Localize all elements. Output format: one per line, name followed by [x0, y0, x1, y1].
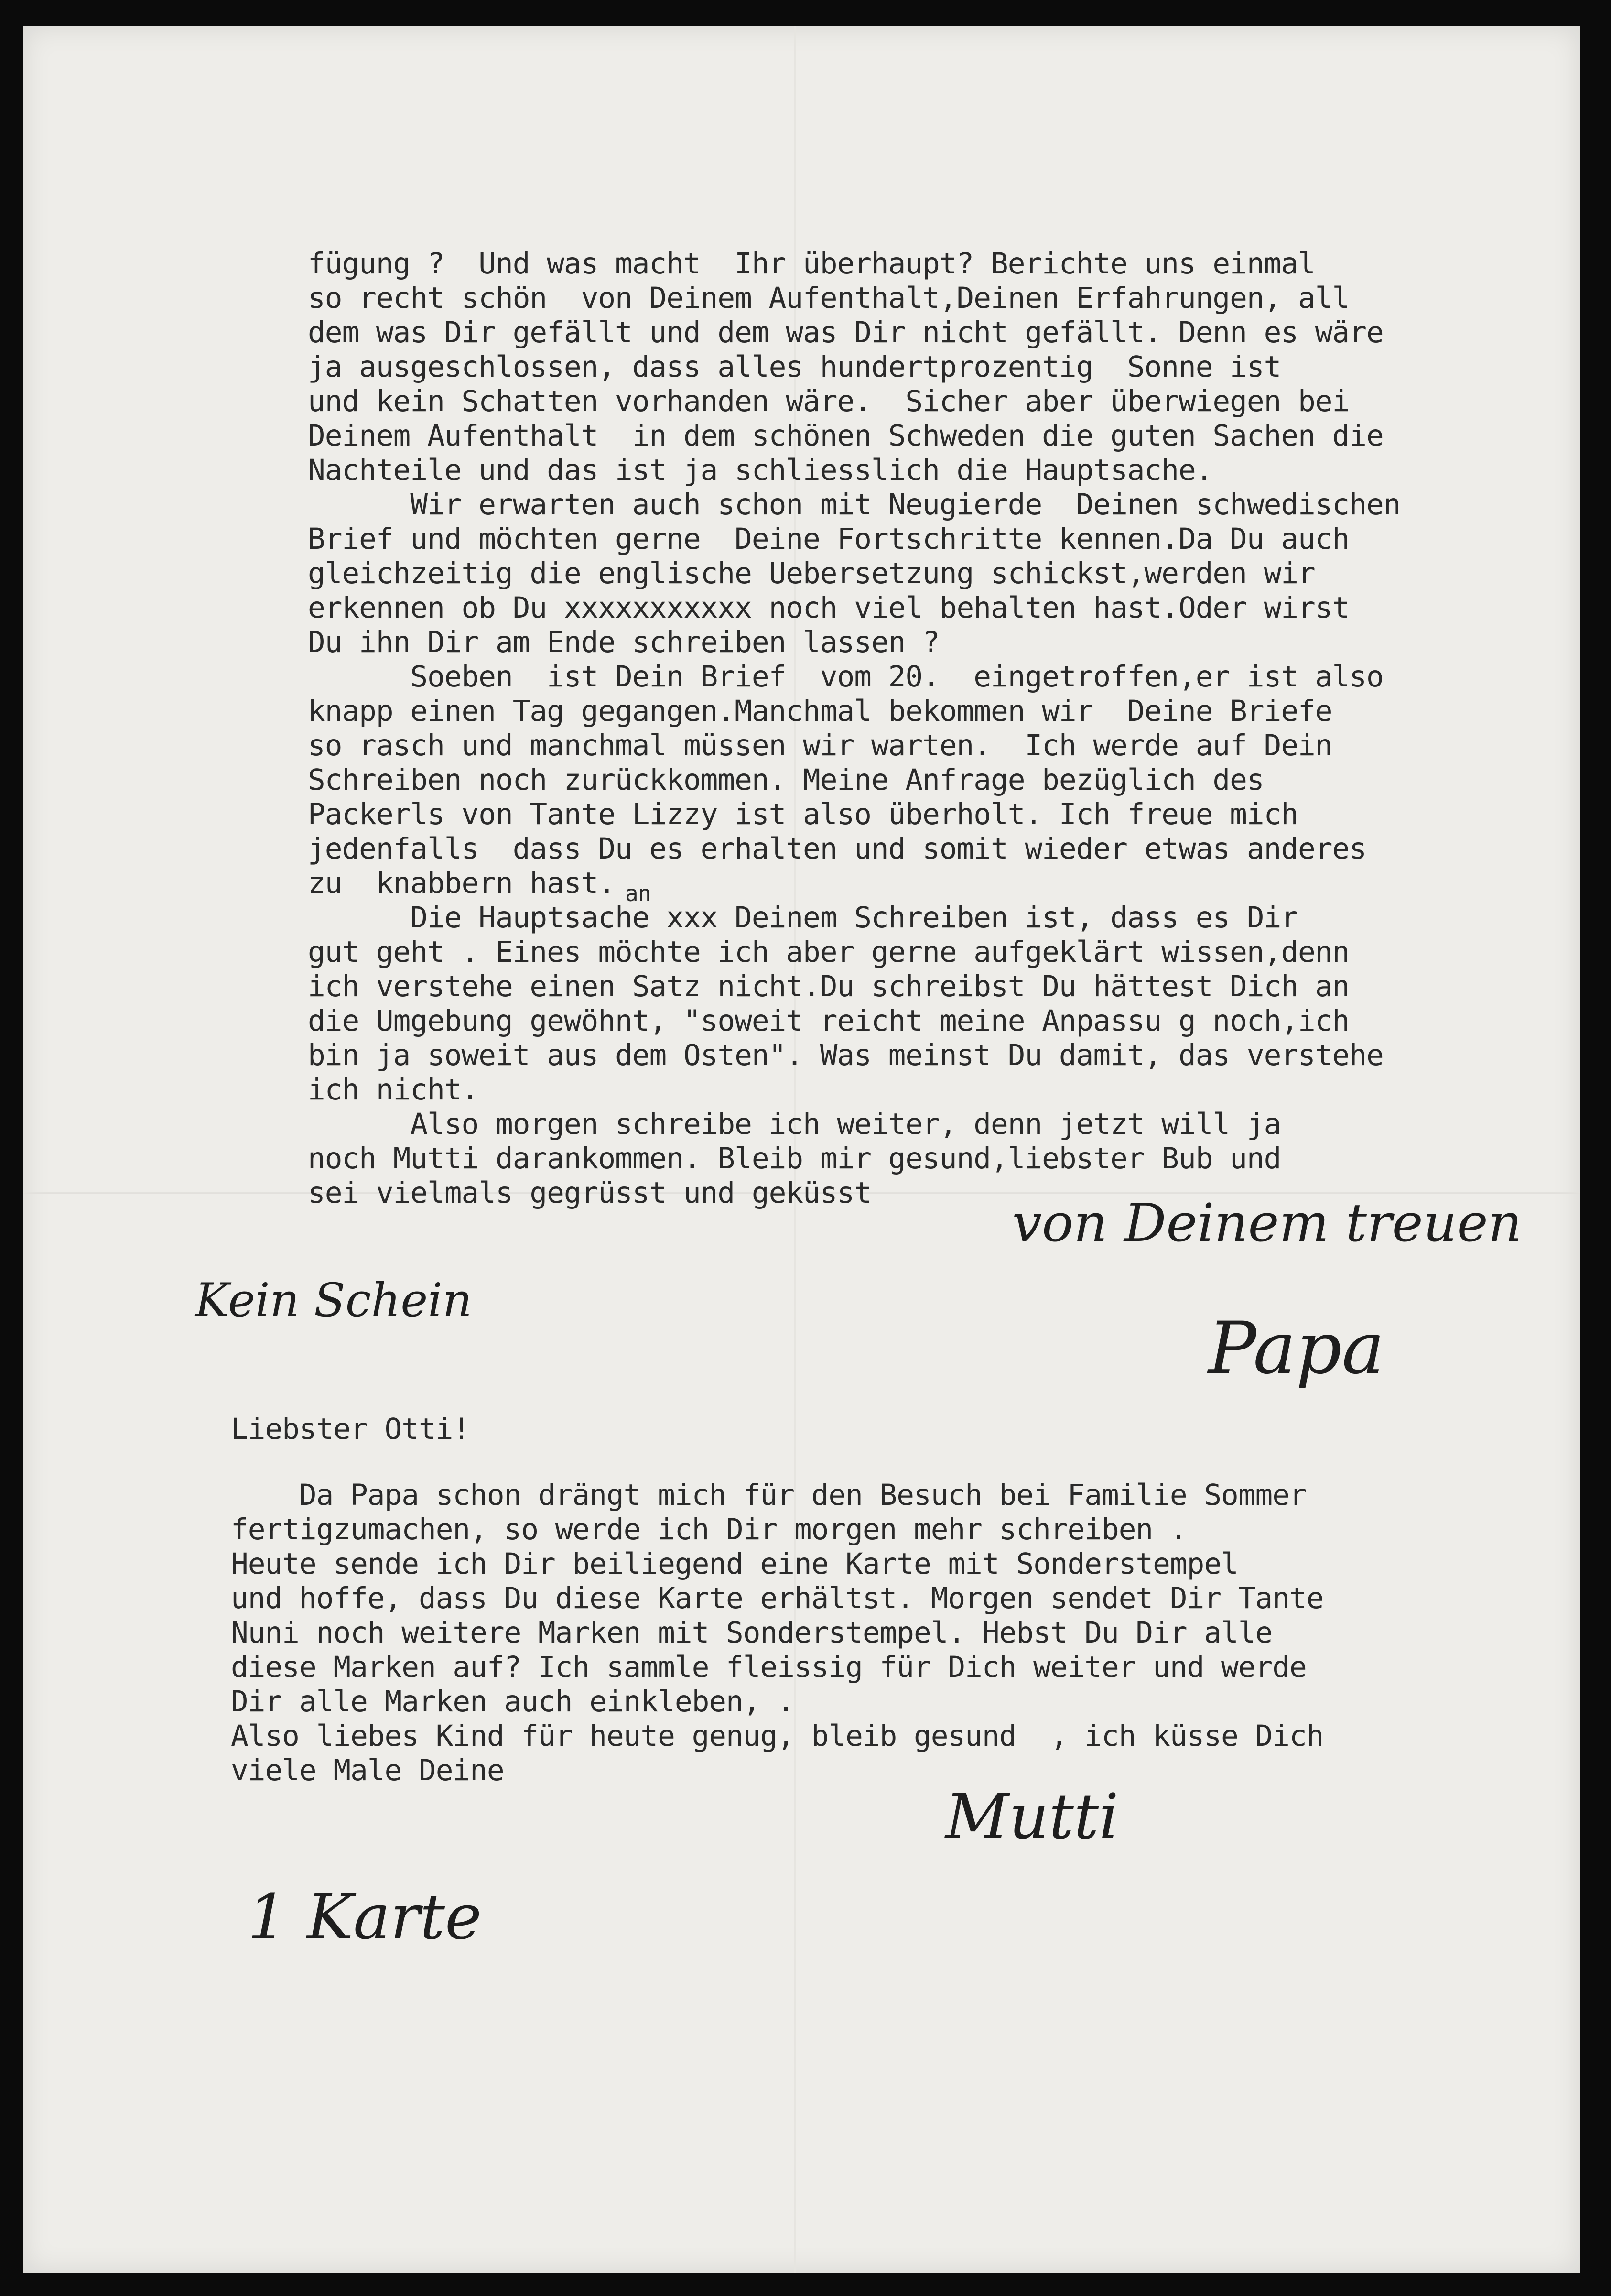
text-line: so rasch und manchmal müssen wir warten. Ich werde auf Dein — [308, 729, 1332, 762]
letter-page — [23, 26, 1580, 2273]
text-line: Du ihn Dir am Ende schreiben lassen ? — [308, 625, 940, 659]
text-line: Also liebes Kind für heute genug, bleib gesund , ich küsse Dich — [231, 1719, 1324, 1753]
text-line: Nachteile und das ist ja schliesslich die Hauptsache. — [308, 453, 1213, 487]
handwritten-signature-mutti: Mutti — [945, 1780, 1119, 1853]
text-line: Soeben ist Dein Brief vom 20. eingetroffen,er ist also — [308, 660, 1384, 694]
text-line: ich nicht. — [308, 1073, 479, 1107]
text-line: Nuni noch weitere Marken mit Sonderstempel. Hebst Du Dir alle — [231, 1616, 1273, 1650]
handwritten-closing: von Deinem treuen — [1012, 1192, 1522, 1253]
text-line: und hoffe, dass Du diese Karte erhältst. Morgen sendet Dir Tante — [231, 1581, 1324, 1615]
text-line: bin ja soweit aus dem Osten". Was meinst Du damit, das verstehe — [308, 1038, 1384, 1072]
text-line: dem was Dir gefällt und dem was Dir nicht gefällt. Denn es wäre — [308, 316, 1384, 349]
text-line: fügung ? Und was macht Ihr überhaupt? Berichte uns einmal — [308, 247, 1315, 281]
text-line: sei vielmals gegrüsst und geküsst — [308, 1176, 871, 1210]
mutti-salutation: Liebster Otti! — [231, 1412, 470, 1446]
text-line: die Umgebung gewöhnt, "soweit reicht meine Anpassu g noch,ich — [308, 1004, 1350, 1038]
handwritten-kein-schein: Kein Schein — [195, 1273, 472, 1327]
text-line: knapp einen Tag gegangen.Manchmal bekommen wir Deine Briefe — [308, 694, 1332, 728]
text-line: viele Male Deine — [231, 1753, 504, 1787]
text-line: ja ausgeschlossen, dass alles hundertprozentig Sonne ist — [308, 350, 1281, 384]
text-line: Packerls von Tante Lizzy ist also überholt. Ich freue mich — [308, 797, 1298, 831]
text-line: Also morgen schreibe ich weiter, denn jetzt will ja — [308, 1107, 1281, 1141]
papa-letter-body — [308, 247, 1400, 1210]
text-line: Schreiben noch zurückkommen. Meine Anfrage bezüglich des — [308, 763, 1264, 797]
text-line: noch Mutti darankommen. Bleib mir gesund,liebster Bub und — [308, 1142, 1281, 1175]
text-line: Brief und möchten gerne Deine Fortschritte kennen.Da Du auch — [308, 522, 1350, 556]
handwritten-karte-note: 1 Karte — [248, 1881, 482, 1953]
text-line: gut geht . Eines möchte ich aber gerne aufgeklärt wissen,denn — [308, 935, 1350, 969]
text-line: und kein Schatten vorhanden wäre. Sicher aber überwiegen bei — [308, 384, 1350, 418]
text-line: jedenfalls dass Du es erhalten und somit wieder etwas anderes — [308, 832, 1366, 866]
insert-above-word: an — [625, 881, 651, 906]
text-line: Heute sende ich Dir beiliegend eine Karte mit Sonderstempel — [231, 1547, 1238, 1581]
mutti-letter-body — [231, 1478, 1323, 1788]
text-line: Wir erwarten auch schon mit Neugierde Deinen schwedischen — [308, 488, 1401, 522]
text-line: Die Hauptsache xxx Deinem Schreiben ist, dass es Dir — [308, 901, 1298, 935]
text-line: Da Papa schon drängt mich für den Besuch bei Familie Sommer — [231, 1478, 1307, 1512]
text-line: gleichzeitig die englische Uebersetzung schickst,werden wir — [308, 556, 1315, 590]
text-line: ich verstehe einen Satz nicht.Du schreibst Du hättest Dich an — [308, 969, 1350, 1003]
text-line: diese Marken auf? Ich sammle fleissig für Dich weiter und werde — [231, 1650, 1307, 1684]
text-line: fertigzumachen, so werde ich Dir morgen mehr schreiben . — [231, 1513, 1187, 1546]
text-line: zu knabbern hast. — [308, 866, 616, 900]
text-line: Dir alle Marken auch einkleben, . — [231, 1685, 794, 1719]
text-line: erkennen ob Du xxxxxxxxxxx noch viel behalten hast.Oder wirst — [308, 591, 1350, 625]
text-line: so recht schön von Deinem Aufenthalt,Deinen Erfahrungen, all — [308, 281, 1350, 315]
scanner-border — [0, 0, 1611, 26]
handwritten-signature-papa: Papa — [1208, 1307, 1385, 1390]
text-line: Deinem Aufenthalt in dem schönen Schweden die guten Sachen die — [308, 419, 1384, 453]
